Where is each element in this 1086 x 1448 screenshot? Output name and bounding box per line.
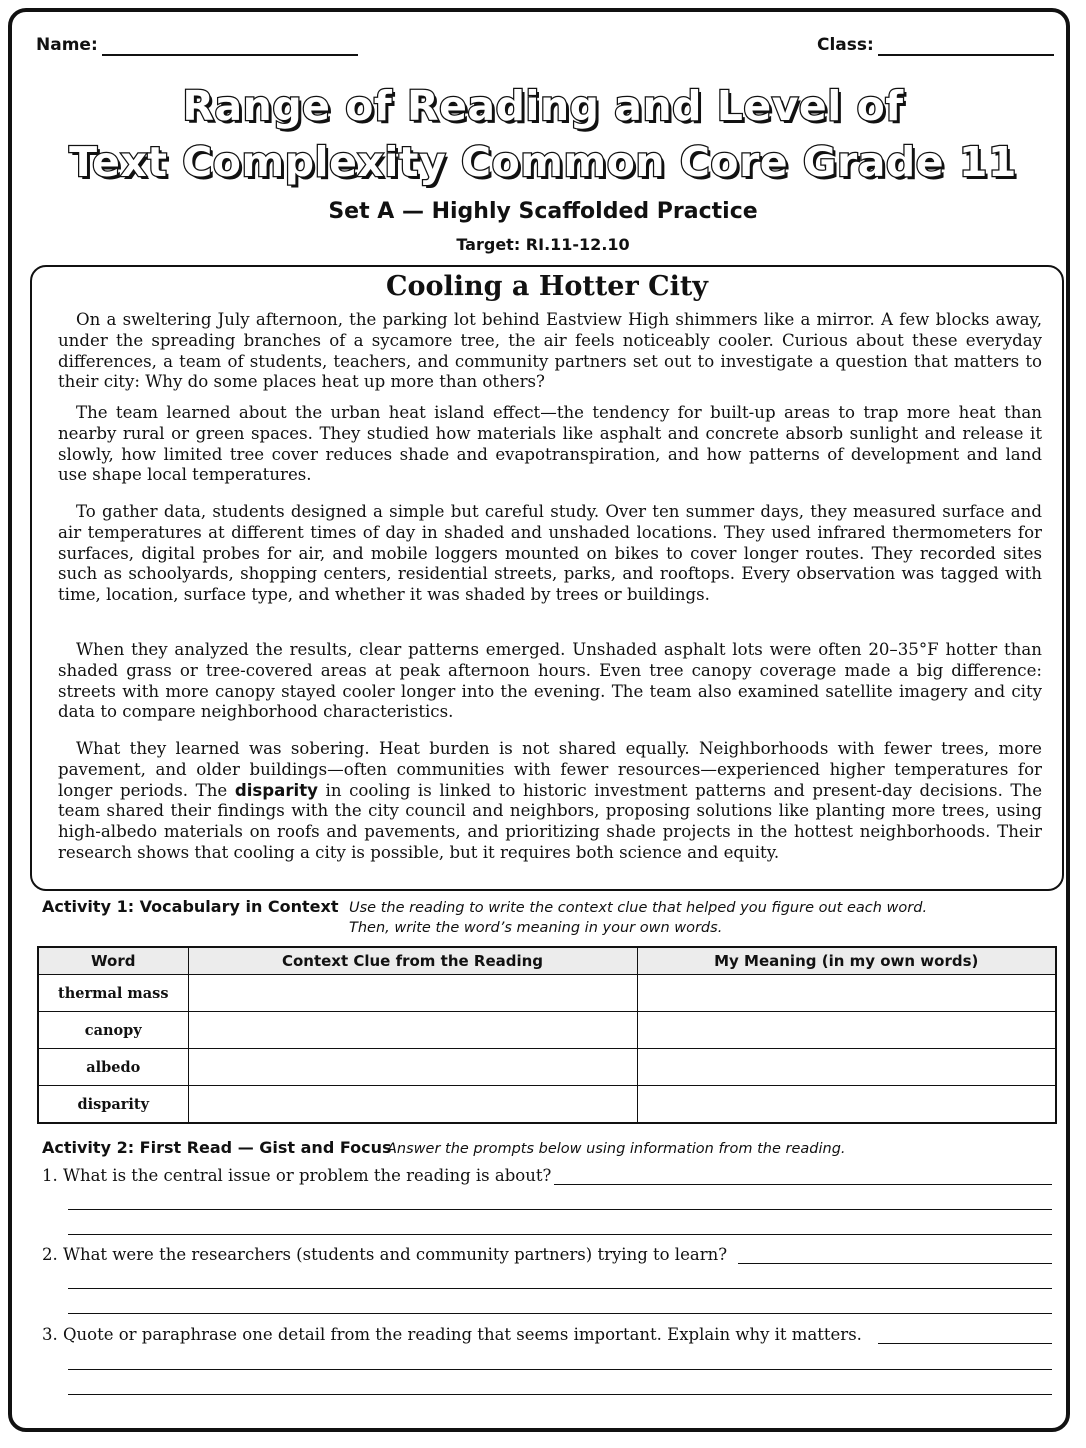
answer-line[interactable] [68, 1369, 1052, 1370]
question-1: 1. What is the central issue or problem the reading is about? [42, 1166, 552, 1185]
answer-line[interactable] [68, 1234, 1052, 1235]
answer-line[interactable] [68, 1313, 1052, 1314]
table-row [38, 975, 1056, 1012]
question-3: 3. Quote or paraphrase one detail from the reading that seems important. Explain why it matters. [42, 1325, 862, 1344]
meaning-cell[interactable] [637, 1049, 1056, 1086]
activity1-instruction-line1: Use the reading to write the context clue that helped you figure out each word. [349, 900, 928, 916]
answer-line[interactable] [68, 1394, 1052, 1395]
vocabulary-table-header [38, 947, 1056, 975]
reading-paragraph-1: On a sweltering July afternoon, the parking lot behind Eastview High shimmers like a mirror. A few blocks away, under the spreading branches of a sycamore tree, the air feels noticeably cooler. Curious about these everyday differences, a team of students, teachers, and community partners set out to investigate a question that matters to their city: Why do some places heat up more than others? [58, 310, 1042, 392]
reading-paragraph-4: When they analyzed the results, clear patterns emerged. Unshaded asphalt lots were often 20–35°F hotter than shaded grass or tree-covered areas at peak afternoon hours. Even tree canopy coverage made a big difference: streets with more canopy stayed cooler longer into the evening. The team also examined satellite imagery and city data to compare neighborhood characteristics. [58, 640, 1042, 722]
context-clue-cell[interactable] [188, 1012, 637, 1049]
vocab-word: canopy [38, 1012, 188, 1049]
vocab-word: albedo [38, 1049, 188, 1086]
column-header-word: Word [38, 947, 188, 975]
answer-line[interactable] [68, 1209, 1052, 1210]
p5-text-after: in cooling is linked to historic investment patterns and present-day decisions. The team shared their findings with the city council and neighbors, proposing solutions like planting more trees, using high-albedo materials on roofs and pavements, and prioritizing shade projects in the hottest neighborhoods. Their research shows that cooling a city is possible, but it requires both science and equity. [58, 780, 1043, 862]
worksheet-subtitle: Set A — Highly Scaffolded Practice [328, 199, 758, 224]
column-header-my-meaning: My Meaning (in my own words) [637, 947, 1056, 975]
context-clue-cell[interactable] [188, 975, 637, 1012]
worksheet-title-line-1: Range of Reading and Level of [182, 82, 904, 130]
worksheet-title-line-2: Text Complexity Common Core Grade 11 [69, 138, 1017, 186]
table-row [38, 1012, 1056, 1049]
question-2: 2. What were the researchers (students and community partners) trying to learn? [42, 1245, 728, 1264]
reading-paragraph-3: To gather data, students designed a simple but careful study. Over ten summer days, they measured surface and air temperatures at different times of day in shaded and unshaded locations. They used infrared thermometers for surfaces, digital probes for air, and mobile loggers mounted on bikes to cover longer routes. They recorded sites such as schoolyards, shopping centers, residential streets, parks, and rooftops. Every observation was tagged with time, location, surface type, and whether it was shaded by trees or buildings. [58, 502, 1042, 605]
reading-paragraph-5 [58, 739, 1042, 864]
reading-paragraph-2: The team learned about the urban heat island effect—the tendency for built-up areas to trap more heat than nearby rural or green spaces. They studied how materials like asphalt and concrete absorb sunlight and release it slowly, how limited tree cover reduces shade and evapotranspiration, and how patterns of development and land use shape local temperatures. [58, 403, 1042, 485]
activity2-instructions: Answer the prompts below using information from the reading. [387, 1141, 846, 1157]
table-row [38, 1086, 1056, 1124]
reading-title: Cooling a Hotter City [386, 271, 708, 302]
column-header-context-clue: Context Clue from the Reading [188, 947, 637, 975]
activity2-title: Activity 2: First Read — Gist and Focus [42, 1138, 392, 1157]
name-label: Name: [36, 35, 98, 55]
vocab-word: disparity [38, 1086, 188, 1124]
meaning-cell[interactable] [637, 975, 1056, 1012]
p5-text-before: What they learned was sobering. Heat burden is not shared equally. Neighborhoods with fewer trees, more pavement, and older buildings—often communities with fewer resources—experienced higher temperatures for longer periods. The [58, 739, 1042, 800]
vocabulary-table [37, 946, 1057, 1124]
meaning-cell[interactable] [637, 1086, 1056, 1124]
p5-bold-term: disparity [234, 780, 318, 800]
context-clue-cell[interactable] [188, 1049, 637, 1086]
worksheet-page [8, 8, 1070, 1432]
activity1-instructions [349, 898, 989, 938]
class-label: Class: [817, 35, 874, 55]
activity1-instruction-line2: Then, write the word’s meaning in your own words. [349, 920, 723, 936]
reading-passage-box [30, 265, 1064, 891]
table-row [38, 1049, 1056, 1086]
context-clue-cell[interactable] [188, 1086, 637, 1124]
activity1-title: Activity 1: Vocabulary in Context [42, 897, 339, 916]
answer-line[interactable] [554, 1184, 1052, 1185]
name-field[interactable] [102, 54, 358, 56]
standard-target: Target: RI.11-12.10 [456, 235, 630, 254]
answer-line[interactable] [878, 1343, 1052, 1344]
vocab-word: thermal mass [38, 975, 188, 1012]
answer-line[interactable] [68, 1288, 1052, 1289]
class-field[interactable] [878, 54, 1054, 56]
meaning-cell[interactable] [637, 1012, 1056, 1049]
answer-line[interactable] [738, 1263, 1052, 1264]
